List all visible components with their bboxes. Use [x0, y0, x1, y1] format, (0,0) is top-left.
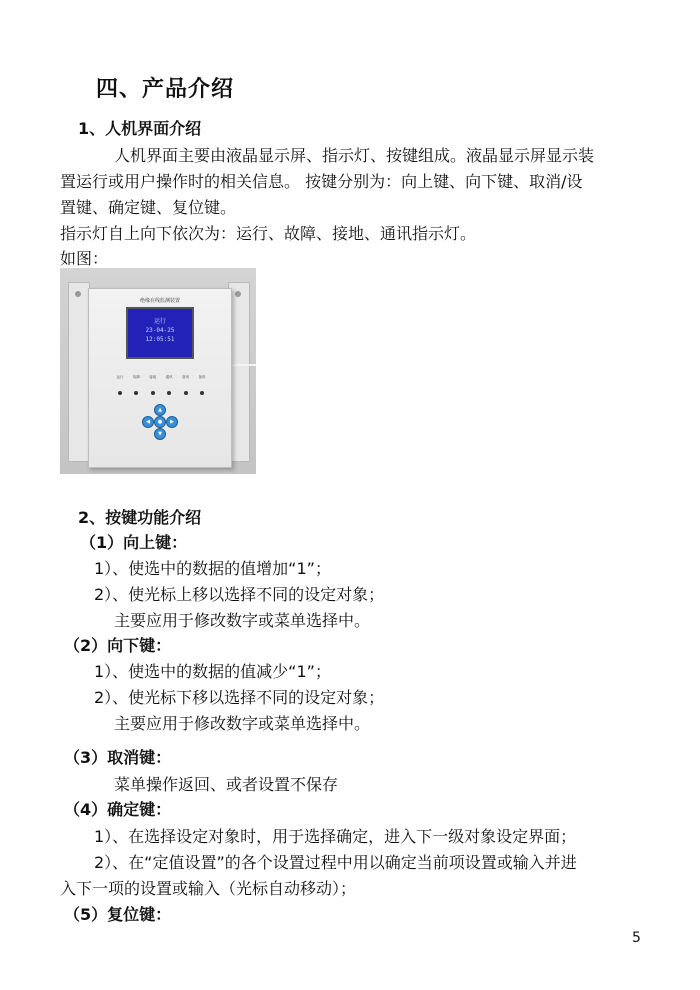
confirm-key-item2-line2: 入下一项的设置或输入（光标自动移动）；: [60, 879, 357, 898]
section1-title: 1、人机界面介绍: [78, 119, 202, 138]
lcd-line-date: 23-04-25: [145, 327, 175, 334]
indicator-led-row: [115, 375, 207, 399]
page-heading: 四、产品介绍: [96, 77, 235, 102]
up-key-title: （1）向上键：: [80, 533, 188, 552]
section1-para-line3: 置键、确定键、复位键。: [60, 198, 237, 217]
confirm-key-title: （4）确定键：: [64, 800, 172, 819]
section1-para-line1: 人机界面主要由液晶显示屏、指示灯、按键组成。液晶显示屏显示装: [114, 146, 595, 165]
led-dot-icon: [134, 391, 138, 395]
up-key-item2: 2）、使光标上移以选择不同的设定对象；: [94, 585, 385, 604]
left-key-icon: ◀: [142, 416, 154, 428]
section2-title: 2、按键功能介绍: [78, 508, 202, 527]
confirm-key-item2-line1: 2）、在“定值设置”的各个设置过程中用以确定当前项设置或输入并进: [94, 853, 577, 872]
cancel-key-note: 菜单操作返回、或者设置不保存: [114, 775, 339, 794]
up-key-note: 主要应用于修改数字或菜单选择中。: [114, 611, 371, 630]
indicator-lights-line: 指示灯自上向下依次为：运行、故障、接地、通讯指示灯。: [60, 224, 477, 243]
down-key-item2: 2）、使光标下移以选择不同的设定对象；: [94, 688, 385, 707]
down-key-title: （2）向下键：: [64, 636, 172, 655]
led-dot-icon: [151, 391, 155, 395]
reset-key-title: （5）复位键：: [64, 905, 172, 924]
section1-para-line2: 置运行或用户操作时的相关信息。 按键分别为：向上键、向下键、取消/设: [60, 172, 583, 191]
device-panel-title: 绝缘在线监测装置: [139, 298, 180, 304]
led-run: 运行: [115, 375, 125, 399]
mounting-bracket-left: [68, 282, 90, 462]
lcd-line-time: 12:05:51: [145, 336, 175, 343]
led-ground: 接地: [148, 375, 158, 399]
lcd-line-status: 运行: [153, 318, 166, 325]
up-key-icon: ▲: [154, 404, 166, 416]
led-dot-icon: [200, 391, 204, 395]
center-key-icon: ●: [154, 416, 166, 428]
up-key-item1: 1）、使选中的数据的值增加“1”；: [94, 559, 331, 578]
led-spare-2: 备用: [197, 375, 207, 399]
down-key-item1: 1）、使选中的数据的值减少“1”；: [94, 662, 331, 681]
led-spare-1: 备用: [181, 375, 191, 399]
down-key-icon: ▼: [154, 428, 166, 440]
cancel-key-title: （3）取消键：: [64, 748, 172, 767]
device-front-panel: [88, 288, 232, 468]
device-photo: [60, 268, 256, 474]
led-comm: 通讯: [164, 375, 174, 399]
down-key-note: 主要应用于修改数字或菜单选择中。: [114, 714, 371, 733]
figure-caption: 如图：: [60, 249, 109, 268]
page-number: 5: [632, 930, 641, 946]
led-dot-icon: [118, 391, 122, 395]
confirm-key-item1: 1）、在选择设定对象时，用于选择确定，进入下一级对象设定界面；: [94, 827, 577, 846]
lcd-screen: [126, 307, 194, 359]
led-fault: 故障: [131, 375, 141, 399]
right-key-icon: ▶: [166, 416, 178, 428]
led-dot-icon: [184, 391, 188, 395]
led-dot-icon: [167, 391, 171, 395]
